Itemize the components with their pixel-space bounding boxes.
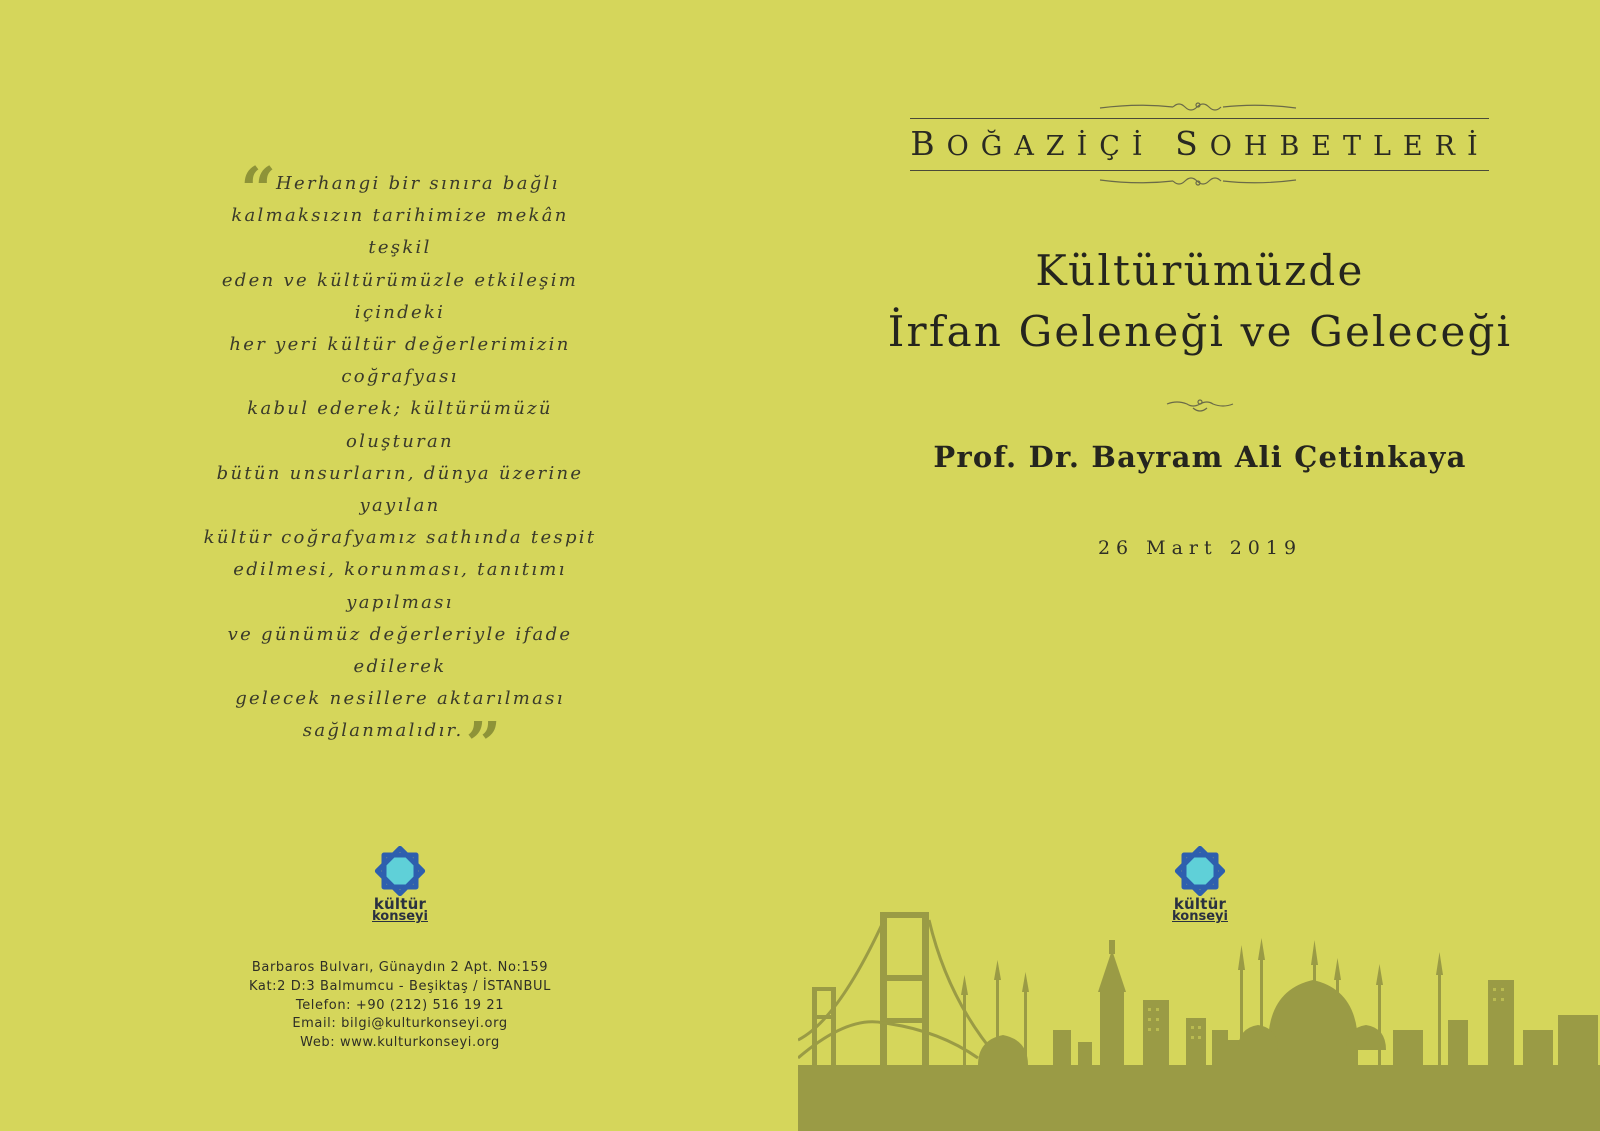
speaker-name: Prof. Dr. Bayram Ali Çetinkaya [933,440,1467,474]
phone-line: Telefon: +90 (212) 516 19 21 [295,997,505,1013]
series-word: OĞAZİÇİ [946,131,1155,162]
logo-text-top: kültür [1173,895,1227,913]
event-date: 26 Mart 2019 [1097,537,1303,559]
email-line: Email: bilgi@kulturkonseyi.org [292,1016,508,1032]
quote-line: bütün unsurların, dünya üzerine yayılan [216,462,584,517]
istanbul-skyline [798,880,1600,1131]
quote-line: her yeri kültür değerlerimizin coğrafyası [229,334,571,388]
ornament-divider-icon [1165,396,1235,414]
title-line-1: Kültürümüzde [1035,246,1365,295]
series-word: OHBETLERİ [1209,131,1490,162]
bottom-rule [910,170,1489,171]
kultur-konseyi-logo [368,846,432,923]
web-line: Web: www.kulturkonseyi.org [300,1035,500,1051]
ornament-flourish-icon [1098,174,1298,188]
logo-text-bottom: konseyi [372,909,428,924]
quote-line: kabul ederek; kültürümüzü oluşturan [247,398,553,452]
event-title [860,240,1540,362]
series-title [900,124,1500,163]
quote-line: ve günümüz değerleriyle ifade edilerek [227,623,573,678]
title-line-2: İrfan Geleneği ve Geleceği [887,307,1513,356]
series-initial: B [910,124,947,163]
ornament-flourish-icon [1098,100,1298,114]
logo-text-bottom: konseyi [1172,909,1228,924]
address-line: Kat:2 D:3 Balmumcu - Beşiktaş / İSTANBUL [249,978,551,994]
logo-text-top: kültür [373,895,427,913]
address-line: Barbaros Bulvarı, Günaydın 2 Apt. No:159 [251,960,549,975]
pull-quote [200,153,600,782]
quote-line: eden ve kültürümüzle etkileşim içindeki [221,269,579,323]
quote-line: kültür coğrafyamız sathında tespit [203,527,597,549]
quote-line: gelecek nesillere aktarılması [235,688,565,710]
top-rule [910,118,1489,119]
quote-line: edilmesi, korunması, tanıtımı yapılması [233,559,567,613]
quote-close-icon: ” [465,708,498,782]
logo-star-icon [372,846,428,896]
quote-line: sağlanmalıdır. [302,720,464,742]
series-initial: S [1175,124,1210,163]
quote-line: Herhangi bir sınıra bağlı [276,173,560,194]
quote-open-icon: “ [240,153,272,226]
contact-address [200,959,600,1053]
quote-line: kalmaksızın tarihimize mekân teşkil [231,205,569,259]
